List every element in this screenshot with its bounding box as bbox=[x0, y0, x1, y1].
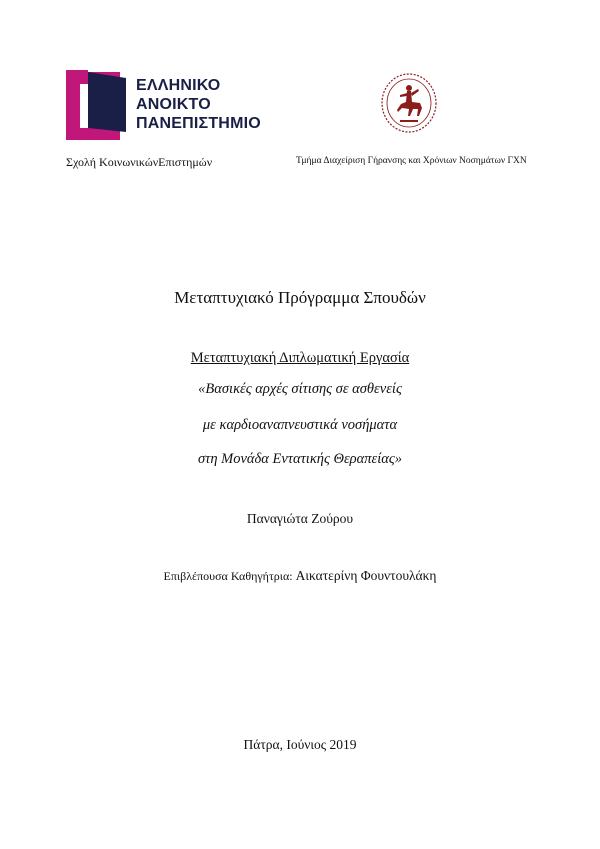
thesis-title-line-2: με καρδιοαναπνευστικά νοσήματα bbox=[202, 417, 398, 433]
eap-logo bbox=[66, 70, 261, 140]
thesis-type bbox=[0, 350, 600, 367]
university-seal-icon bbox=[380, 72, 438, 134]
eap-logo-line-1: ΕΛΛΗΝΙΚΟ bbox=[136, 77, 221, 94]
supervisor-name: Αικατερίνη Φουντουλάκη bbox=[295, 568, 437, 583]
thesis-title-line-1: «Βασικές αρχές σίτισης σε ασθενείς bbox=[198, 381, 402, 397]
department-name: Τμήμα Διαχείριση Γήρανσης και Χρόνιων Νοσημάτων ΓΧΝ bbox=[296, 156, 527, 166]
supervisor-line bbox=[0, 568, 600, 584]
thesis-type-label: Μεταπτυχιακή Διπλωματική Εργασία bbox=[190, 350, 410, 366]
author-name: Παναγιώτα Ζούρου bbox=[246, 511, 354, 526]
eap-logo-line-2: ΑΝΟΙΚΤΟ bbox=[136, 96, 211, 113]
school-name: Σχολή ΚοινωνικώνΕπιστημών bbox=[66, 155, 213, 169]
place-date: Πάτρα, Ιούνιος 2019 bbox=[243, 737, 357, 752]
program-title: Μεταπτυχιακό Πρόγραμμα Σπουδών bbox=[174, 288, 426, 307]
eap-logo-text bbox=[136, 76, 261, 133]
eap-logo-mark-icon bbox=[66, 70, 132, 140]
thesis-title-line-3: στη Μονάδα Εντατικής Θεραπείας» bbox=[198, 451, 402, 467]
eap-logo-line-3: ΠΑΝΕΠΙΣΤΗΜΙΟ bbox=[136, 115, 261, 132]
supervisor-label: Επιβλέπουσα Καθηγήτρια: bbox=[163, 569, 293, 583]
